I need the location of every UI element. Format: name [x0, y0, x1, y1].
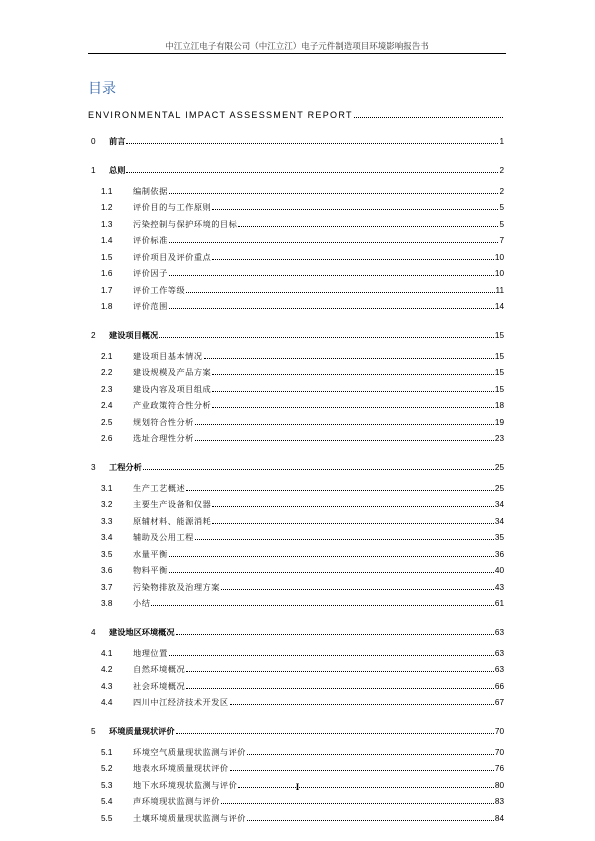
toc-entry-number: 3.7: [101, 582, 113, 592]
toc-page-number: 15: [494, 368, 504, 377]
toc-dot-leader: [230, 763, 494, 771]
toc-page-number: 70: [494, 727, 504, 736]
toc-page-number: 63: [494, 665, 504, 674]
toc-dot-leader: [204, 351, 494, 359]
toc-entry-number: 2.4: [101, 401, 113, 410]
toc-entry-title: 产业政策符合性分析: [133, 400, 212, 410]
toc-section-entry[interactable]: [88, 252, 504, 263]
toc-dot-leader: [195, 433, 494, 441]
toc-page-number: 2: [499, 186, 504, 196]
toc-dot-leader: [169, 235, 499, 243]
toc-entry-title: 规划符合性分析: [133, 416, 194, 427]
toc-page-number: 66: [494, 681, 504, 691]
toc-entry-number: 1: [91, 166, 96, 175]
table-of-contents: [88, 110, 504, 824]
toc-section-entry[interactable]: [88, 483, 504, 494]
toc-entry-title: 原辅材料、能源消耗: [133, 515, 212, 526]
toc-section-entry[interactable]: [88, 582, 504, 593]
toc-entry-title: 总则: [109, 165, 126, 175]
toc-page-number: 25: [494, 463, 504, 472]
toc-entry-title: 建设项目基本情况: [133, 350, 203, 361]
toc-page-number: 25: [494, 483, 504, 493]
toc-page-number: 70: [494, 747, 504, 757]
toc-dot-leader: [186, 681, 494, 689]
toc-entry-number: 5: [91, 727, 96, 736]
toc-entry-number: 4.3: [101, 681, 113, 691]
toc-entry-number: 4.1: [101, 648, 113, 658]
toc-page-number: 1: [499, 137, 504, 146]
toc-section-entry[interactable]: [88, 648, 504, 659]
toc-dot-leader: [169, 268, 494, 276]
toc-entry-title: 地理位置: [133, 647, 168, 658]
toc-entry-number: 5.3: [101, 780, 113, 790]
toc-section-entry[interactable]: [88, 202, 504, 213]
toc-entry-title: 评价范围: [133, 301, 168, 311]
toc-section-entry[interactable]: [88, 532, 504, 543]
toc-page-number: 15: [494, 331, 504, 340]
toc-section-entry[interactable]: [88, 516, 504, 527]
toc-entry-title: 选址合理性分析: [133, 433, 194, 443]
toc-entry-title: 评价标准: [133, 235, 168, 245]
toc-entry-number: 2.1: [101, 351, 113, 361]
toc-section-entry[interactable]: [88, 813, 504, 824]
toc-dot-leader: [176, 726, 494, 734]
toc-dot-leader: [212, 384, 494, 392]
toc-chapter-entry[interactable]: [88, 627, 504, 638]
toc-page-number: 7: [499, 236, 504, 245]
toc-entry-title: 地表水环境质量现状评价: [133, 763, 229, 773]
toc-entry-title: 污染控制与保护环境的目标: [133, 218, 238, 229]
toc-section-entry[interactable]: [88, 219, 504, 230]
toc-entry-title: 环境空气质量现状监测与评价: [133, 746, 246, 757]
toc-section-entry[interactable]: [88, 697, 504, 708]
toc-page-number: 76: [494, 764, 504, 773]
toc-entry-title: 自然环境概况: [133, 664, 186, 674]
toc-section-entry[interactable]: [88, 235, 504, 246]
toc-entry-number: 4.4: [101, 698, 113, 707]
toc-section-entry[interactable]: [88, 499, 504, 510]
toc-entry-number: 3.1: [101, 483, 113, 493]
toc-chapter-entry[interactable]: [88, 330, 504, 341]
toc-dot-leader: [230, 697, 494, 705]
toc-entry-number: 3.3: [101, 516, 113, 526]
toc-page-number: 36: [494, 549, 504, 559]
toc-chapter-entry[interactable]: [88, 462, 504, 473]
toc-entry-number: 1.1: [101, 186, 113, 196]
toc-page-number: 35: [494, 533, 504, 542]
toc-page-number: 43: [494, 582, 504, 592]
toc-dot-leader: [143, 462, 494, 470]
toc-entry-title: 评价因子: [133, 268, 168, 278]
toc-entry-title: 建设规模及产品方案: [133, 367, 212, 377]
toc-dot-leader: [159, 330, 494, 338]
toc-page-number: 2: [499, 166, 504, 175]
toc-chapter-entry[interactable]: [88, 136, 504, 147]
toc-entry-number: 4.2: [101, 665, 113, 674]
toc-entry-number: 1.2: [101, 203, 113, 212]
toc-entry-number: 5.2: [101, 764, 113, 773]
toc-dot-leader: [169, 648, 494, 656]
toc-section-entry[interactable]: [88, 384, 504, 395]
toc-entry-title: 小结: [133, 598, 151, 608]
toc-page-number: 61: [494, 599, 504, 608]
toc-dot-leader: [212, 516, 494, 524]
toc-dot-leader: [212, 499, 494, 507]
toc-section-entry[interactable]: [88, 747, 504, 758]
toc-entry-number: 3.5: [101, 549, 113, 559]
toc-entry-title: 评价工作等级: [133, 284, 186, 295]
toc-dot-leader: [247, 813, 494, 821]
toc-dot-leader: [212, 202, 498, 210]
toc-page-number: 5: [499, 219, 504, 229]
toc-dot-leader: [221, 582, 494, 590]
toc-page-number: 63: [494, 648, 504, 658]
toc-dot-leader: [186, 664, 494, 672]
toc-entry-number: 3: [91, 463, 96, 472]
toc-page-number: 19: [494, 417, 504, 427]
toc-chapter-entry[interactable]: [88, 165, 504, 176]
toc-dot-leader: [186, 483, 494, 491]
header-rule: [88, 53, 506, 54]
toc-page-number: 15: [494, 384, 504, 394]
toc-entry-number: 1.5: [101, 252, 113, 262]
toc-dot-leader: [169, 549, 494, 557]
toc-section-entry[interactable]: [88, 681, 504, 692]
toc-entry-number: 1.4: [101, 236, 113, 245]
toc-section-entry[interactable]: [88, 268, 504, 279]
toc-dot-leader: [212, 252, 494, 260]
toc-entry-title: 声环境现状监测与评价: [133, 796, 220, 806]
toc-page-number: 5: [499, 203, 504, 212]
toc-dot-leader: [247, 747, 494, 755]
toc-page-number: 63: [494, 628, 504, 637]
toc-entry-title: 建设项目概况: [109, 330, 159, 340]
toc-section-entry[interactable]: [88, 351, 504, 362]
toc-entry-title: 四川中江经济技术开发区: [133, 697, 229, 707]
toc-section-entry[interactable]: [88, 301, 504, 312]
toc-dot-leader: [186, 285, 494, 293]
toc-title: 目录: [88, 81, 116, 97]
toc-entry-number: 5.4: [101, 797, 113, 806]
toc-entry-title: 物料平衡: [133, 565, 168, 575]
toc-page-number: 14: [494, 302, 504, 311]
toc-entry-number: 2: [91, 331, 96, 340]
toc-page-number: 67: [494, 698, 504, 707]
toc-page-number: 84: [494, 813, 504, 823]
toc-section-entry[interactable]: [88, 598, 504, 609]
toc-page-number: 23: [494, 434, 504, 443]
toc-entry-number: 0: [91, 137, 96, 146]
toc-entry-number: 5.5: [101, 813, 113, 823]
toc-entry-title: 环境质量现状评价: [109, 726, 175, 736]
toc-dot-leader: [126, 136, 498, 144]
toc-page-number: 11: [495, 285, 504, 295]
toc-dot-leader: [212, 367, 494, 375]
toc-section-entry[interactable]: [88, 186, 504, 197]
toc-dot-leader: [169, 301, 494, 309]
toc-entry-number: 2.2: [101, 368, 113, 377]
toc-entry-number: 1.7: [101, 285, 113, 295]
toc-entry-title: 水量平衡: [133, 548, 168, 559]
toc-dot-leader: [169, 565, 494, 573]
toc-entry-title: 编制依据: [133, 185, 168, 196]
toc-dot-leader: [221, 796, 494, 804]
toc-section-entry[interactable]: [88, 664, 504, 675]
toc-chapter-entry[interactable]: [88, 726, 504, 737]
toc-entry-number: 2.6: [101, 434, 113, 443]
toc-entry-number: 3.4: [101, 533, 113, 542]
toc-page-number: 10: [494, 252, 504, 262]
toc-entry-title: ENVIRONMENTAL IMPACT ASSESSMENT REPORT: [88, 110, 353, 120]
toc-entry-title: 污染物排放及治理方案: [133, 581, 220, 592]
toc-entry-title: 工程分析: [109, 462, 142, 472]
toc-section-entry[interactable]: [88, 433, 504, 444]
toc-entry-title: 建设内容及项目组成: [133, 383, 212, 394]
running-header: 中江立江电子有限公司（中江立江）电子元件制造项目环境影响报告书: [165, 42, 429, 52]
toc-section-entry[interactable]: [88, 796, 504, 807]
toc-entry-report-title[interactable]: [88, 110, 504, 120]
toc-section-entry[interactable]: [88, 763, 504, 774]
toc-entry-number: 1.3: [101, 219, 113, 229]
toc-entry-title: 主要生产设备和仪器: [133, 499, 212, 509]
toc-section-entry[interactable]: [88, 565, 504, 576]
toc-dot-leader: [195, 417, 494, 425]
toc-dot-leader: [195, 532, 494, 540]
toc-dot-leader: [354, 110, 503, 118]
toc-entry-number: 3.6: [101, 566, 113, 575]
page-number: I: [295, 782, 300, 792]
toc-page-number: 40: [494, 566, 504, 575]
toc-entry-title: 前言: [109, 136, 126, 146]
toc-entry-number: 2.5: [101, 417, 113, 427]
toc-entry-title: 社会环境概况: [133, 680, 186, 691]
toc-entry-title: 土壤环境质量现状监测与评价: [133, 812, 246, 823]
toc-dot-leader: [176, 627, 494, 635]
toc-entry-title: 评价目的与工作原则: [133, 202, 212, 212]
toc-entry-number: 3.8: [101, 599, 113, 608]
toc-page-number: 10: [494, 269, 504, 278]
toc-dot-leader: [126, 165, 498, 173]
toc-dot-leader: [151, 598, 494, 606]
toc-section-entry[interactable]: [88, 400, 504, 411]
toc-entry-number: 3.2: [101, 500, 113, 509]
toc-dot-leader: [238, 219, 498, 227]
toc-page-number: 83: [494, 797, 504, 806]
toc-dot-leader: [169, 186, 499, 194]
toc-entry-number: 2.3: [101, 384, 113, 394]
toc-page-number: 34: [494, 516, 504, 526]
toc-entry-number: 4: [91, 628, 96, 637]
toc-section-entry[interactable]: [88, 549, 504, 560]
toc-entry-title: 辅助及公用工程: [133, 532, 194, 542]
toc-page-number: 80: [494, 780, 504, 790]
toc-entry-title: 建设地区环境概况: [109, 627, 175, 637]
toc-entry-number: 1.6: [101, 269, 113, 278]
toc-entry-title: 地下水环境现状监测与评价: [133, 779, 238, 790]
toc-entry-title: 生产工艺概述: [133, 482, 186, 493]
toc-dot-leader: [212, 400, 494, 408]
toc-entry-number: 5.1: [101, 747, 113, 757]
toc-page-number: 34: [494, 500, 504, 509]
toc-page-number: 15: [494, 351, 504, 361]
toc-section-entry[interactable]: [88, 285, 504, 296]
toc-section-entry[interactable]: [88, 367, 504, 378]
toc-entry-number: 1.8: [101, 302, 113, 311]
toc-entry-title: 评价项目及评价重点: [133, 251, 212, 262]
toc-section-entry[interactable]: [88, 417, 504, 428]
toc-page-number: 18: [494, 401, 504, 410]
